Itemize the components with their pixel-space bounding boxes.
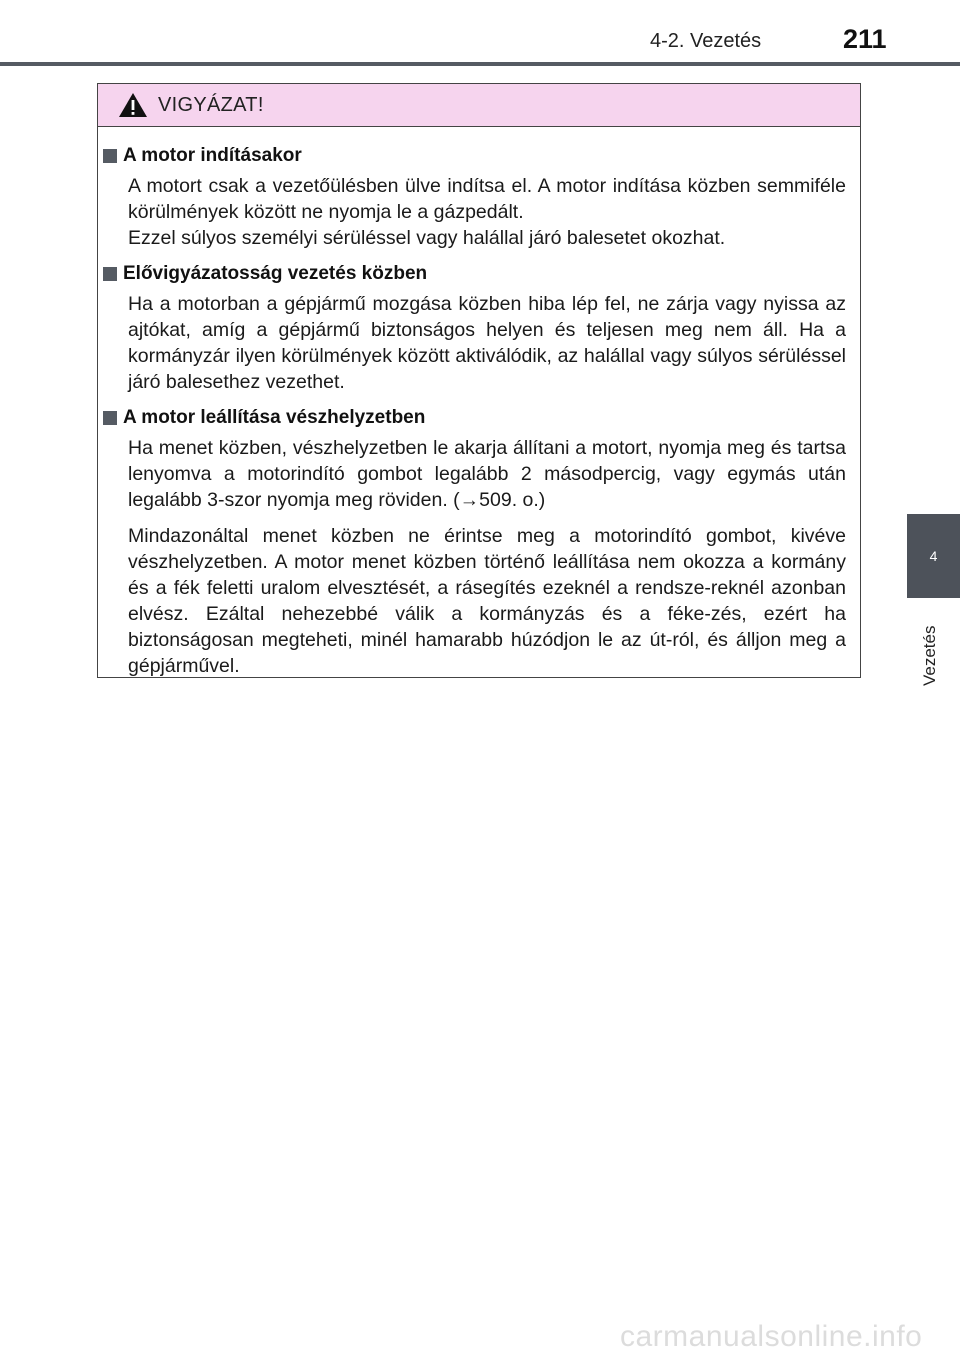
header-divider (0, 62, 960, 66)
section-heading: Elővigyázatosság vezetés közben (123, 263, 428, 284)
section-title: 4-2. Vezetés (650, 30, 762, 52)
section-driving-caution (103, 263, 846, 395)
warning-header (98, 84, 860, 127)
watermark: carmanualsonline.info (620, 1320, 923, 1353)
section-heading: A motor indításakor (123, 145, 302, 166)
chapter-tab[interactable] (907, 514, 960, 598)
warning-triangle-icon (118, 92, 148, 118)
paragraph: A motort csak a vezetőülésben ülve indítsa el. A motor indítása közben semmiféle körülmények között ne nyomja le a gázpedált. (128, 175, 846, 223)
paragraph: Mindazonáltal menet közben ne érintse meg a motorindító gombot, kivéve vészhelyzetben. A motor menet közben történő leállítása nem okozza a kormány és a fék feletti uralom elvesztését, a rásegítés ezeknél a rendsze-reknél azonban elvész. Ezáltal nehezebbé válik a kormányzás és a féke-zés, ezért ha biztonságosan megteheti, minél hamarabb húzódjon le az út-ról, és álljon meg a gépjárművel. (128, 525, 846, 677)
warning-title: VIGYÁZAT! (158, 93, 264, 116)
section-motor-start (103, 145, 846, 251)
square-bullet-icon (103, 149, 117, 163)
warning-body (98, 127, 860, 679)
paragraph: Ha a motorban a gépjármű mozgása közben hiba lép fel, ne zárja vagy nyissa az ajtókat, amíg a gépjármű biztonságos helyen és teljesen meg nem áll. Ha a kormányzár ilyen körülmények között aktiválódik, az halállal vagy súlyos sérüléssel járó balesethez vezethet. (128, 293, 846, 393)
warning-box (97, 83, 861, 678)
square-bullet-icon (103, 267, 117, 281)
paragraph: Ezzel súlyos személyi sérüléssel vagy halállal járó balesetet okozhat. (128, 227, 726, 249)
square-bullet-icon (103, 411, 117, 425)
chapter-label: Vezetés (920, 625, 939, 686)
paragraph: Ha menet közben, vészhelyzetben le akarja állítani a motort, nyomja meg és tartsa lenyomva a motorindító gombot legalább 2 másodpercig, vagy egymás után legalább 3-szor nyomja meg röviden. (→509. o.) (128, 437, 846, 511)
page-number: 211 (843, 24, 887, 54)
chapter-number: 4 (929, 548, 938, 564)
section-heading: A motor leállítása vészhelyzetben (123, 407, 426, 428)
section-emergency-stop (103, 407, 846, 679)
